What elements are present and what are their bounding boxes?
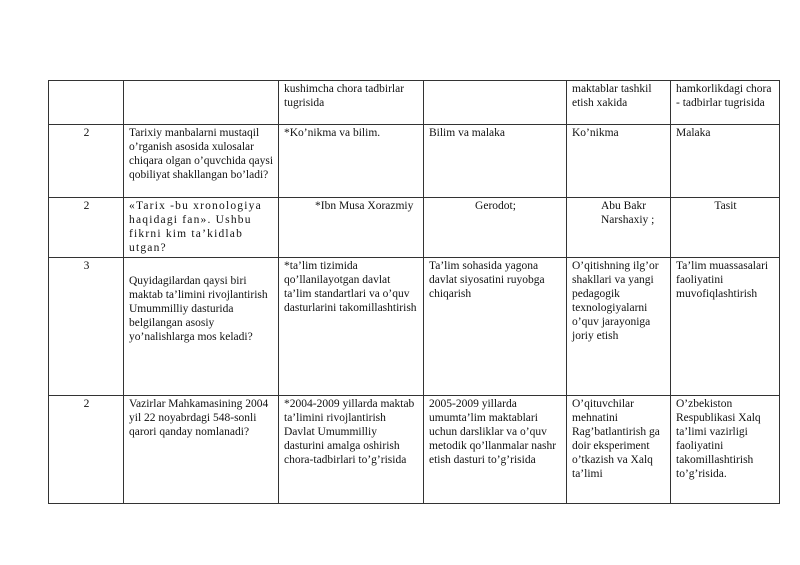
- row-number: 2: [49, 125, 124, 198]
- row-number: [49, 81, 124, 125]
- table-row: [49, 81, 780, 125]
- answer-c-cell: maktablar tashkil etish xakida: [567, 81, 671, 125]
- answer-b-cell: 2005-2009 yillarda umumta’lim maktablari uchun darsliklar va o’quv metodik qo’llanmalar nashr etish dasturi to’g’risida: [424, 396, 567, 504]
- answer-a-cell: *2004-2009 yillarda maktab ta’limini rivojlantirish Davlat Umummilliy dasturini amalga oshirish chora-tadbirlari to’g’risida: [279, 396, 424, 504]
- row-number: 3: [49, 258, 124, 396]
- answer-b-cell: [424, 81, 567, 125]
- answer-d-cell: Ta’lim muassasalari faoliyatini muvofiqlashtirish: [671, 258, 780, 396]
- table-row: [49, 258, 780, 396]
- answer-a-cell: *ta’lim tizimida qo’llanilayotgan davlat ta’lim standartlari va o’quv dasturlarini takomillashtirish: [279, 258, 424, 396]
- answer-b-cell: Bilim va malaka: [424, 125, 567, 198]
- answer-b-cell: Gerodot;: [424, 198, 567, 258]
- question-cell: Quyidagilardan qaysi biri maktab ta’limini rivojlantirish Umummilliy dasturida belgilangan asosiy yo’nalishlarga mos keladi?: [124, 258, 279, 396]
- answer-c-cell: Ko’nikma: [567, 125, 671, 198]
- answers-table: [48, 80, 780, 504]
- answer-d-cell: hamkorlikdagi chora - tadbirlar tugrisida: [671, 81, 780, 125]
- question-cell: «Tarix -bu xronologiya haqidagi fan». Ushbu fikrni kim ta’kidlab utgan?: [124, 198, 279, 258]
- answer-d-cell: O’zbekiston Respublikasi Xalq ta’limi vazirligi faoliyatini takomillashtirish to’g’risida.: [671, 396, 780, 504]
- question-cell: Tarixiy manbalarni mustaqil o’rganish asosida xulosalar chiqara olgan o’quvchida qaysi qobiliyat shakllangan bo’ladi?: [124, 125, 279, 198]
- answer-d-cell: Malaka: [671, 125, 780, 198]
- table-row: [49, 198, 780, 258]
- answer-a-cell: *Ko’nikma va bilim.: [279, 125, 424, 198]
- row-number: 2: [49, 396, 124, 504]
- answer-d-cell: Tasit: [671, 198, 780, 258]
- table-row: [49, 396, 780, 504]
- question-cell: [124, 81, 279, 125]
- answer-c-cell: Abu Bakr Narshaxiy ;: [567, 198, 671, 258]
- question-cell: Vazirlar Mahkamasining 2004 yil 22 noyabrdagi 548-sonli qarori qanday nomlanadi?: [124, 396, 279, 504]
- table-row: [49, 125, 780, 198]
- row-number: 2: [49, 198, 124, 258]
- answer-a-cell: *Ibn Musa Xorazmiy: [279, 198, 424, 258]
- answer-a-cell: kushimcha chora tadbirlar tugrisida: [279, 81, 424, 125]
- answer-b-cell: Ta’lim sohasida yagona davlat siyosatini ruyobga chiqarish: [424, 258, 567, 396]
- answer-c-cell: O’qituvchilar mehnatini Rag’batlantirish ga doir eksperiment o’tkazish va Xalq ta’limi: [567, 396, 671, 504]
- answer-c-cell: O’qitishning ilg’or shakllari va yangi pedagogik texnologiyalarni o’quv jarayoniga joriy etish: [567, 258, 671, 396]
